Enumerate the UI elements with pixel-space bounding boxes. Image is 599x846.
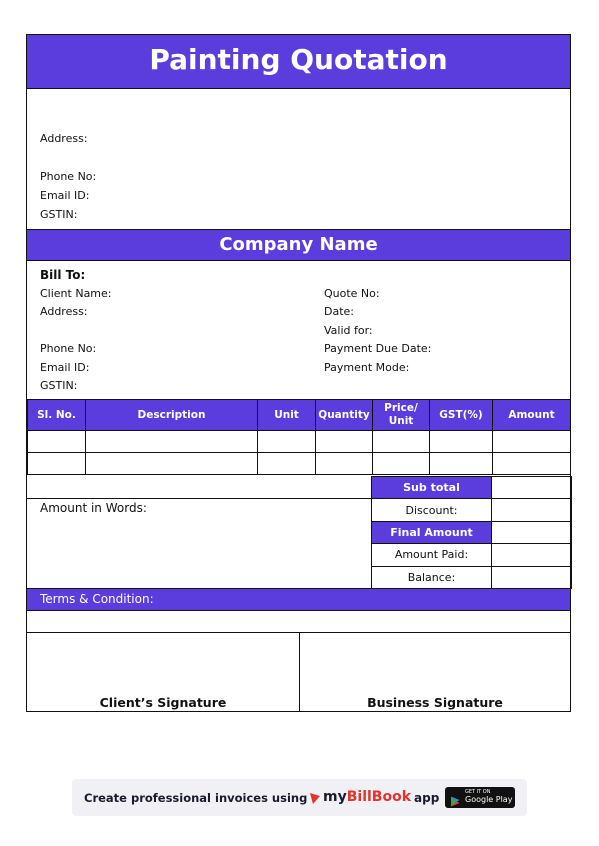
client-phone-label: Phone No:: [40, 342, 97, 355]
bill-to-heading: Bill To:: [40, 268, 86, 282]
store-small-text: GET IT ON: [465, 789, 491, 795]
table-cell[interactable]: [493, 453, 571, 475]
divider: [27, 88, 570, 89]
payment-mode-label: Payment Mode:: [324, 361, 410, 374]
table-cell[interactable]: [258, 431, 316, 453]
promo-banner[interactable]: [72, 779, 527, 816]
table-row: [28, 431, 571, 453]
subtotal-label: Sub total: [372, 477, 492, 499]
brand-my: my: [323, 789, 347, 805]
company-name: Company Name: [219, 234, 378, 255]
col-header-description: Description: [86, 400, 258, 431]
quotation-document: [26, 34, 571, 712]
summary-table: [371, 476, 572, 589]
seller-email-label: Email ID:: [40, 189, 90, 202]
col-header-sl-no: Sl. No.: [28, 400, 86, 431]
quote-no-label: Quote No:: [324, 287, 380, 300]
seller-gstin-label: GSTIN:: [40, 208, 78, 221]
brand-billbook: BillBook: [346, 789, 412, 805]
table-cell[interactable]: [86, 431, 258, 453]
amount-paid-label: Amount Paid:: [372, 544, 492, 566]
final-amount-label: Final Amount: [372, 521, 492, 543]
table-cell[interactable]: [373, 453, 430, 475]
business-signature-label: Business Signature: [367, 695, 503, 710]
subtotal-value[interactable]: [492, 477, 572, 499]
table-header-row: [28, 400, 571, 431]
col-header-price-unit: Price/ Unit: [373, 400, 430, 431]
google-play-badge[interactable]: [445, 787, 515, 808]
terms-label: Terms & Condition:: [40, 592, 154, 606]
client-email-label: Email ID:: [40, 361, 90, 374]
date-label: Date:: [324, 305, 354, 318]
client-address-label: Address:: [40, 305, 88, 318]
table-cell[interactable]: [86, 453, 258, 475]
balance-label: Balance:: [372, 566, 492, 588]
table-cell[interactable]: [28, 431, 86, 453]
table-cell[interactable]: [258, 453, 316, 475]
table-cell[interactable]: [373, 431, 430, 453]
balance-value[interactable]: [492, 566, 572, 588]
terms-band: [27, 588, 570, 611]
seller-phone-label: Phone No:: [40, 170, 97, 183]
table-cell[interactable]: [430, 431, 493, 453]
discount-value[interactable]: [492, 499, 572, 521]
play-store-icon: [450, 792, 461, 803]
items-table: [27, 399, 571, 475]
table-cell[interactable]: [493, 431, 571, 453]
table-cell[interactable]: [28, 453, 86, 475]
mybillbook-logo-icon: [309, 790, 321, 804]
store-big-text: Google Play: [465, 795, 513, 804]
client-name-label: Client Name:: [40, 287, 112, 300]
document-title: Painting Quotation: [149, 43, 448, 76]
amount-paid-value[interactable]: [492, 544, 572, 566]
discount-label: Discount:: [372, 499, 492, 521]
client-gstin-label: GSTIN:: [40, 379, 78, 392]
app-text: app: [414, 791, 440, 805]
table-cell[interactable]: [316, 453, 373, 475]
payment-due-label: Payment Due Date:: [324, 342, 432, 355]
col-header-gst: GST(%): [430, 400, 493, 431]
valid-for-label: Valid for:: [324, 324, 373, 337]
col-header-amount: Amount: [493, 400, 571, 431]
brand-logo: [323, 789, 411, 805]
table-row: [28, 453, 571, 475]
col-header-unit: Unit: [258, 400, 316, 431]
col-header-quantity: Quantity: [316, 400, 373, 431]
amount-in-words-label: Amount in Words:: [40, 501, 147, 515]
divider: [27, 498, 372, 499]
table-cell[interactable]: [316, 431, 373, 453]
final-amount-value[interactable]: [492, 521, 572, 543]
company-band: [27, 229, 570, 261]
client-signature-label: Client’s Signature: [99, 695, 227, 710]
seller-address-label: Address:: [40, 132, 88, 145]
promo-text: Create professional invoices using: [84, 791, 308, 805]
table-cell[interactable]: [430, 453, 493, 475]
title-band: [27, 35, 570, 88]
